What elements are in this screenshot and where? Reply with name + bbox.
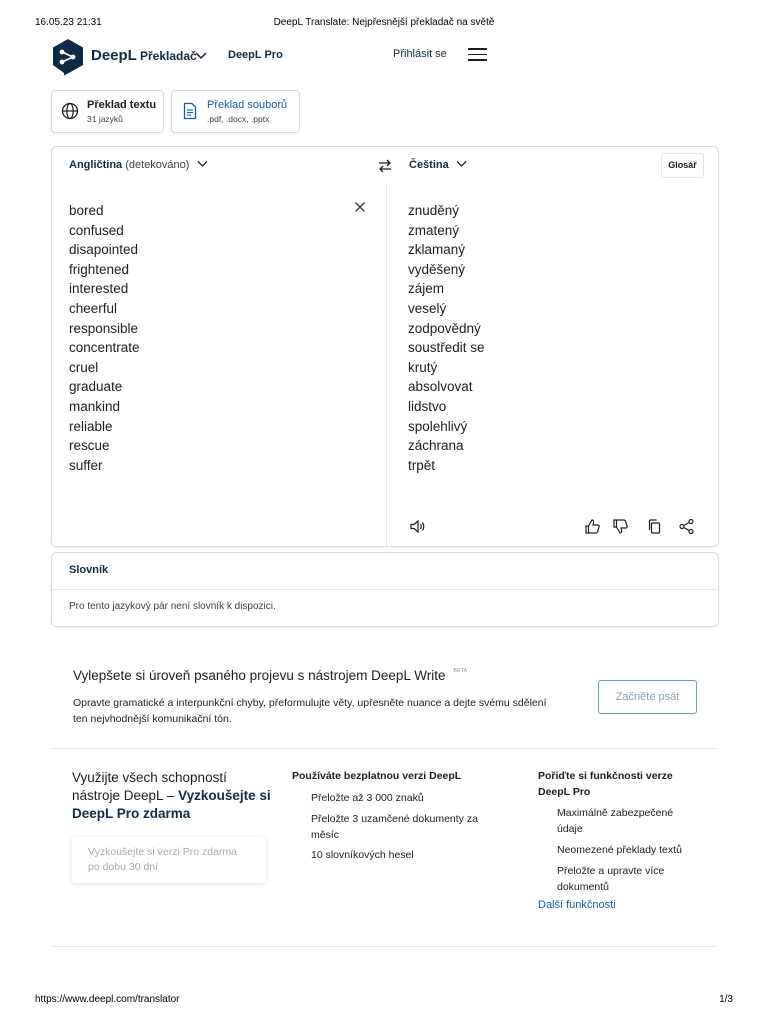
hamburger-icon[interactable] <box>468 48 487 62</box>
print-footer <box>35 994 733 1008</box>
chevron-down-icon[interactable] <box>195 51 207 61</box>
print-header <box>35 17 733 31</box>
divider <box>51 946 717 947</box>
tab-docs-label: Překlad souborů <box>207 99 288 111</box>
panel-divider <box>386 184 387 546</box>
pro-feature-item: Přeložte a upravte více dokumentů <box>557 865 665 893</box>
chevron-down-icon <box>456 160 467 168</box>
tab-text-label: Překlad textu <box>87 99 157 111</box>
brand-name[interactable]: DeepL <box>91 47 137 64</box>
thumbs-up-icon[interactable] <box>584 518 601 535</box>
source-word: suffer <box>69 457 103 473</box>
free-feature-item: Přeložte 3 uzamčené dokumenty za měsíc <box>311 813 478 841</box>
speaker-icon[interactable] <box>409 518 426 535</box>
target-word: zmatený <box>408 222 460 238</box>
tab-document-translation[interactable] <box>171 90 300 133</box>
source-word: interested <box>69 281 129 297</box>
source-language-detected: (detekováno) <box>125 159 190 171</box>
target-word: znuděný <box>408 203 460 218</box>
free-feature-item: Přeložte až 3 000 znaků <box>311 792 424 804</box>
target-word: spolehlivý <box>408 418 468 434</box>
print-page-number: 1/3 <box>719 994 733 1005</box>
translator-panel <box>51 146 719 547</box>
target-language-select[interactable] <box>409 159 467 171</box>
document-icon <box>181 102 199 120</box>
source-word: graduate <box>69 379 123 395</box>
source-language-select[interactable] <box>69 159 208 171</box>
pro-trial-button[interactable]: Vyzkoušejte si verzi Pro zdarma po dobu 30 dní <box>72 837 266 883</box>
close-icon[interactable] <box>354 201 366 213</box>
free-version-heading: Používáte bezplatnou verzi DeepL <box>292 770 462 782</box>
source-language-name: Angličtina <box>69 159 123 171</box>
free-feature-item: 10 slovníkových hesel <box>311 849 414 861</box>
target-word: trpět <box>408 457 436 473</box>
beta-badge: BETA <box>453 668 468 674</box>
target-word: absolvovat <box>408 379 473 395</box>
write-promo-description: Opravte gramatické a interpunkční chyby, přeformulujte věty, upřesněte nuance a dejte svému sdělení ten nejvhodnější komunikační tón. <box>73 697 547 725</box>
source-word: mankind <box>69 398 121 414</box>
divider <box>51 748 717 749</box>
target-word: soustředit se <box>408 340 485 356</box>
target-word: zklamaný <box>408 242 466 258</box>
glossary-button[interactable]: Glosář <box>661 153 704 178</box>
share-icon[interactable] <box>678 518 695 535</box>
more-features-link[interactable]: Další funkčnosti <box>538 899 616 911</box>
deepl-pro-link[interactable]: DeepL Pro <box>228 49 283 61</box>
source-word: rescue <box>69 438 110 454</box>
source-word: disapointed <box>69 242 139 258</box>
source-word: cheerful <box>69 300 118 316</box>
dictionary-heading: Slovník <box>69 564 109 576</box>
dictionary-panel <box>51 552 719 627</box>
pro-intro-text: Využijte všech schopností nástroje DeepL – <box>72 770 227 803</box>
tab-docs-sub: .pdf, .docx, .pptx <box>207 114 270 124</box>
print-url: https://www.deepl.com/translator <box>35 994 180 1005</box>
source-word: frightened <box>69 261 130 277</box>
target-language-name: Čeština <box>409 159 449 171</box>
top-navigation <box>51 36 717 78</box>
source-word: bored <box>69 203 104 218</box>
target-word: vyděšený <box>408 261 466 277</box>
print-title: DeepL Translate: Nejpřesnější překladač na světě <box>273 17 495 28</box>
pro-feature-item: Maximálně zabezpečené údaje <box>557 807 674 835</box>
swap-icon[interactable] <box>377 158 393 174</box>
deepl-logo-icon[interactable] <box>51 38 85 76</box>
pro-feature-item: Neomezené překlady textů <box>557 844 682 856</box>
source-word: responsible <box>69 320 139 336</box>
print-date: 16.05.23 21:31 <box>35 17 102 28</box>
source-word: concentrate <box>69 340 140 356</box>
target-word: krutý <box>408 359 438 375</box>
thumbs-down-icon[interactable] <box>612 518 629 535</box>
write-promo-title <box>73 668 467 683</box>
target-word: lidstvo <box>408 398 447 414</box>
pro-version-heading: Pořiďte si funkčnosti verze DeepL Pro <box>538 770 673 798</box>
divider <box>52 589 718 590</box>
tab-text-sub: 31 jazyků <box>87 114 123 124</box>
pro-intro <box>72 769 272 823</box>
target-word: zodpovědný <box>408 320 481 336</box>
language-bar <box>52 147 718 184</box>
target-word: veselý <box>408 300 447 316</box>
login-link[interactable]: Přihlásit se <box>393 48 447 60</box>
tab-text-translation[interactable] <box>51 90 164 133</box>
source-word: cruel <box>69 359 99 375</box>
target-text-area[interactable] <box>408 201 485 475</box>
target-word: zájem <box>408 281 445 297</box>
start-writing-button[interactable]: Začněte psát <box>598 680 697 714</box>
chevron-down-icon <box>197 160 208 168</box>
target-word: záchrana <box>408 438 464 454</box>
source-text-area[interactable] <box>69 201 140 475</box>
source-word: confused <box>69 222 124 238</box>
globe-icon <box>61 102 79 120</box>
product-menu-label[interactable]: Překladač <box>140 49 197 63</box>
pro-intro-highlight[interactable]: Vyzkoušejte si DeepL Pro zdarma <box>72 788 271 821</box>
dictionary-message: Pro tento jazykový pár není slovník k dispozici. <box>69 601 276 612</box>
copy-icon[interactable] <box>646 518 663 535</box>
source-word: reliable <box>69 418 113 434</box>
write-title-text: Vylepšete si úroveň psaného projevu s nástrojem DeepL Write <box>73 668 446 683</box>
